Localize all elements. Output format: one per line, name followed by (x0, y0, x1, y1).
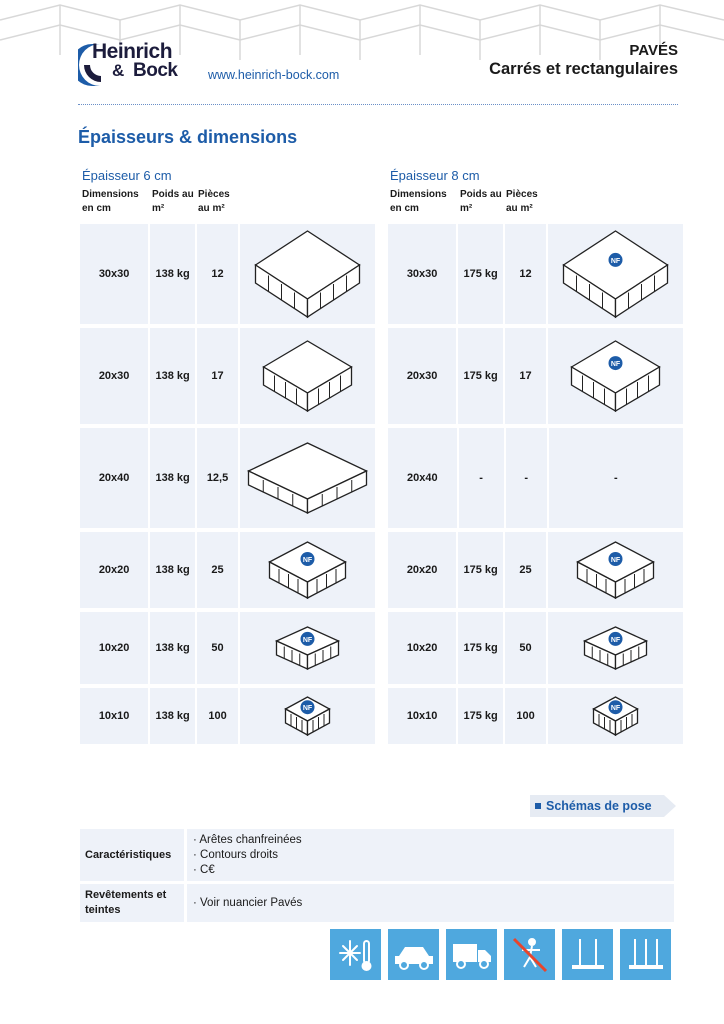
table-header (388, 188, 683, 224)
no-pedestrian-icon (504, 929, 555, 980)
caracteristiques-values (187, 829, 674, 881)
dimension-cell: 10x20 (388, 612, 456, 684)
nf-label: NF (302, 636, 313, 644)
dimension-cell: 10x10 (80, 688, 148, 744)
poids-cell: 138 kg (150, 224, 195, 324)
poids-cell: 138 kg (150, 532, 195, 608)
header-dimensions: Dimensions en cm (390, 189, 447, 214)
table-title: Épaisseur 8 cm (390, 168, 480, 183)
header-poids: Poids au m² (152, 189, 194, 214)
paver-image-cell (240, 224, 375, 324)
caracteristique-item: · Contours droits (193, 848, 279, 861)
nf-label: NF (610, 705, 621, 713)
table-row (388, 688, 683, 744)
caracteristiques-row (80, 829, 674, 881)
pieces-cell: 12 (505, 224, 546, 324)
poids-cell: 138 kg (150, 612, 195, 684)
info-table (80, 829, 674, 925)
dimension-cell: 20x20 (80, 532, 148, 608)
poids-cell: - (459, 428, 504, 528)
table-row (80, 612, 375, 684)
paver-image-cell (240, 688, 375, 744)
category-subtitle: Carrés et rectangulaires (489, 60, 678, 78)
paver-image-cell (549, 428, 683, 528)
paver-square-small-icon (548, 690, 683, 742)
paver-image-cell (548, 224, 683, 324)
table-row (388, 428, 683, 528)
paver-image-cell (240, 428, 375, 528)
nf-label: NF (610, 636, 621, 644)
paver-rect-long-icon (240, 430, 375, 526)
paver-square-small-icon (240, 690, 375, 742)
revetements-label: Revêtements et teintes (80, 884, 184, 922)
revetements-value: · Voir nuancier Pavés (187, 884, 674, 922)
poids-cell: 138 kg (150, 328, 195, 424)
poids-cell: 175 kg (458, 328, 503, 424)
schemas-de-pose-label: Schémas de pose (546, 799, 652, 813)
poids-cell: 175 kg (458, 688, 503, 744)
header-poids: Poids au m² (460, 189, 502, 214)
pieces-cell: 12,5 (197, 428, 238, 528)
table-8cm (388, 168, 683, 748)
paver-square-medium-icon (240, 534, 375, 606)
dimension-cell: 20x40 (388, 428, 457, 528)
nf-label: NF (610, 361, 621, 369)
table-header (80, 188, 375, 224)
table-row (80, 224, 375, 324)
table-6cm (80, 168, 375, 748)
square-bullet-icon (535, 803, 541, 809)
logo-text-bock: Bock (133, 60, 178, 81)
pieces-cell: 100 (505, 688, 546, 744)
table-row (388, 328, 683, 424)
pieces-cell: 50 (197, 612, 238, 684)
dimension-cell: 20x20 (388, 532, 456, 608)
table-row (80, 688, 375, 744)
table-row (388, 612, 683, 684)
nf-label: NF (302, 705, 313, 713)
truck-icon (446, 929, 497, 980)
dimension-cell: 10x10 (388, 688, 456, 744)
paver-image-cell (548, 532, 683, 608)
poids-cell: 175 kg (458, 532, 503, 608)
paver-image-cell (548, 612, 683, 684)
website-link[interactable]: www.heinrich-bock.com (208, 68, 340, 82)
pieces-cell: 12 (197, 224, 238, 324)
header-divider (78, 104, 678, 105)
header-pieces: Pièces au m² (506, 189, 538, 214)
single-tamper-icon (562, 929, 613, 980)
table-row (80, 328, 375, 424)
table-title: Épaisseur 6 cm (82, 168, 172, 183)
nf-label: NF (610, 257, 621, 265)
page-header (0, 0, 724, 110)
nf-label: NF (610, 557, 621, 564)
caracteristique-item: · C€ (193, 863, 215, 876)
paver-rect-medium-icon (548, 330, 683, 422)
usage-icons (330, 929, 671, 980)
table-row (80, 532, 375, 608)
paver-image-cell (240, 328, 375, 424)
schemas-de-pose-button[interactable] (530, 795, 676, 817)
category-title: PAVÉS (629, 42, 678, 59)
paver-square-medium-icon (548, 534, 683, 606)
nf-label: NF (302, 557, 313, 564)
pieces-cell: 25 (197, 532, 238, 608)
dimension-cell: 20x30 (388, 328, 456, 424)
paver-image-cell (240, 532, 375, 608)
dimension-cell: 20x40 (80, 428, 148, 528)
paver-image-cell (548, 328, 683, 424)
header-pieces: Pièces au m² (198, 189, 230, 214)
caracteristique-item: · Arêtes chanfreinées (193, 833, 302, 846)
paver-rect-small-icon (548, 614, 683, 682)
caracteristiques-label: Caractéristiques (80, 829, 184, 881)
dimension-cell: 30x30 (80, 224, 148, 324)
paver-rect-small-icon (240, 614, 375, 682)
double-tamper-icon (620, 929, 671, 980)
poids-cell: 175 kg (458, 612, 503, 684)
pieces-cell: 25 (505, 532, 546, 608)
poids-cell: 138 kg (150, 688, 195, 744)
dimension-cell: 30x30 (388, 224, 456, 324)
dimension-cell: 20x30 (80, 328, 148, 424)
table-row (388, 532, 683, 608)
paver-square-large-icon (548, 226, 683, 322)
paver-square-large-icon (240, 226, 375, 322)
section-title: Épaisseurs & dimensions (78, 127, 298, 147)
dimension-cell: 10x20 (80, 612, 148, 684)
pieces-cell: 100 (197, 688, 238, 744)
paver-image-cell (548, 688, 683, 744)
poids-cell: 175 kg (458, 224, 503, 324)
pieces-cell: 17 (197, 328, 238, 424)
paver-image-cell (240, 612, 375, 684)
pieces-cell: 17 (505, 328, 546, 424)
table-row (388, 224, 683, 324)
no-image-dash: - (614, 472, 618, 484)
pieces-cell: 50 (505, 612, 546, 684)
table-row (80, 428, 375, 528)
paver-rect-medium-icon (240, 330, 375, 422)
poids-cell: 138 kg (150, 428, 195, 528)
logo-text-heinrich: Heinrich (92, 40, 173, 63)
logo-text-amp: & (112, 61, 125, 80)
pieces-cell: - (506, 428, 547, 528)
frost-resistant-icon (330, 929, 381, 980)
revetements-row (80, 884, 674, 922)
car-icon (388, 929, 439, 980)
header-dimensions: Dimensions en cm (82, 189, 139, 214)
